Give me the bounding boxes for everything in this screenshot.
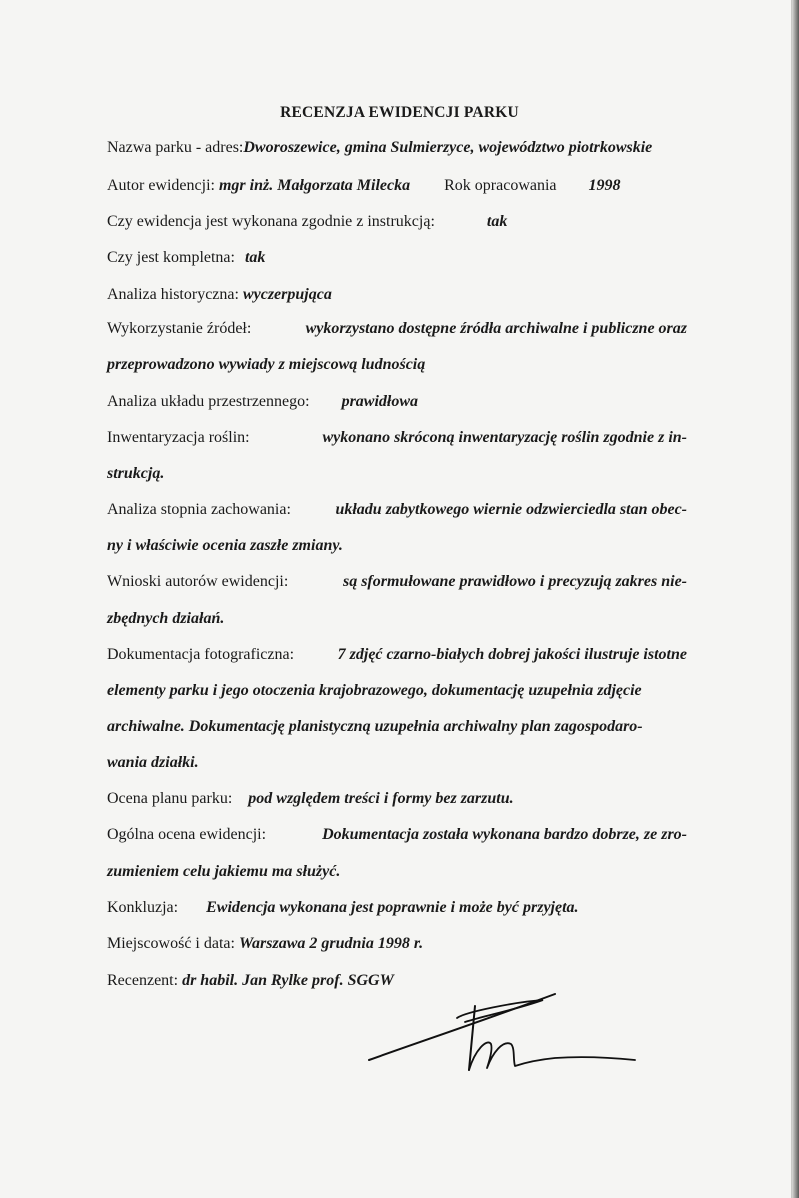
year-label: Rok opracowania [444,177,557,194]
plants-label: Inwentaryzacja roślin: [107,429,250,446]
photo-value-4: wania działki. [107,754,199,771]
conclusions-row-cont [107,609,687,629]
year-value: 1998 [588,177,621,194]
photo-label: Dokumentacja fotograficzna: [107,646,295,663]
history-value: wyczerpująca [242,286,332,303]
plants-row [107,428,687,448]
history-row [107,285,687,305]
instruction-row [107,212,687,232]
place-date-value: Warszawa 2 grudnia 1998 r. [238,935,424,952]
handwritten-signature [365,988,645,1078]
preservation-row-cont [107,536,687,556]
photo-value-3: archiwalne. Dokumentację planistyczną uzupełnia archiwalny plan zagospodaro- [107,718,643,735]
place-date-row [107,934,687,954]
conclusions-label: Wnioski autorów ewidencji: [107,573,289,590]
instruction-label: Czy ewidencja jest wykonana zgodnie z instrukcją: [107,213,435,230]
preservation-label: Analiza stopnia zachowania: [107,501,291,518]
photo-value-1: 7 zdjęć czarno-białych dobrej jakości ilustruje istotne [337,646,687,663]
layout-value: prawidłowa [341,393,419,410]
photo-value-2: elementy parku i jego otoczenia krajobrazowego, dokumentację uzupełnia zdjęcie [107,682,642,699]
conclusion-label: Konkluzja: [107,899,179,916]
park-name-row [107,138,687,158]
photo-row-2 [107,681,687,701]
preservation-value-2: ny i właściwie ocenia zaszłe zmiany. [107,537,343,554]
conclusion-value: Ewidencja wykonana jest poprawnie i może być przyjęta. [206,899,579,916]
photo-row-4 [107,753,687,773]
preservation-value-1: układu zabytkowego wiernie odzwierciedla stan obec- [335,501,687,518]
conclusions-value-1: są sformułowane prawidłowo i precyzują zakres nie- [342,573,687,590]
page-binding-edge [792,0,799,1198]
complete-value: tak [244,249,266,266]
overall-row [107,825,687,845]
park-name-value: Dworoszewice, gmina Sulmierzyce, województwo piotrkowskie [243,139,653,156]
overall-value-1: Dokumentacja została wykonana bardzo dobrze, ze zro- [322,826,687,843]
overall-row-cont [107,862,687,882]
plan-value: pod względem treści i formy bez zarzutu. [248,790,514,807]
preservation-row [107,500,687,520]
overall-label: Ogólna ocena ewidencji: [107,826,267,843]
instruction-value: tak [486,213,508,230]
conclusions-value-2: zbędnych działań. [107,610,225,627]
complete-row [107,248,687,268]
place-date-label: Miejscowość i data: [107,935,235,952]
sources-value-2: przeprowadzono wywiady z miejscową ludnością [107,356,426,373]
photo-row-3 [107,717,687,737]
photo-row [107,645,687,665]
complete-label: Czy jest kompletna: [107,249,235,266]
reviewer-value: dr habil. Jan Rylke prof. SGGW [182,972,394,989]
sources-row-cont [107,355,687,375]
reviewer-label: Recenzent: [107,972,179,989]
document-title: RECENZJA EWIDENCJI PARKU [280,104,519,121]
author-label: Autor ewidencji: [107,177,215,194]
history-label: Analiza historyczna: [107,286,239,303]
layout-row [107,392,687,412]
conclusions-row [107,572,687,592]
park-name-label: Nazwa parku - adres: [107,139,244,156]
layout-label: Analiza układu przestrzennego: [107,393,310,410]
plan-row [107,789,687,809]
plants-row-cont [107,464,687,484]
sources-row [107,319,687,339]
plants-value-1: wykonano skróconą inwentaryzację roślin zgodnie z in- [322,429,687,446]
sources-value-1: wykorzystano dostępne źródła archiwalne i publiczne oraz [305,320,687,337]
sources-label: Wykorzystanie źródeł: [107,320,252,337]
overall-value-2: zumieniem celu jakiemu ma służyć. [107,863,341,880]
conclusion-row [107,898,687,918]
author-value: mgr inż. Małgorzata Milecka [218,177,411,194]
plan-label: Ocena planu parku: [107,790,233,807]
author-row [107,176,687,196]
plants-value-2: strukcją. [107,465,165,482]
